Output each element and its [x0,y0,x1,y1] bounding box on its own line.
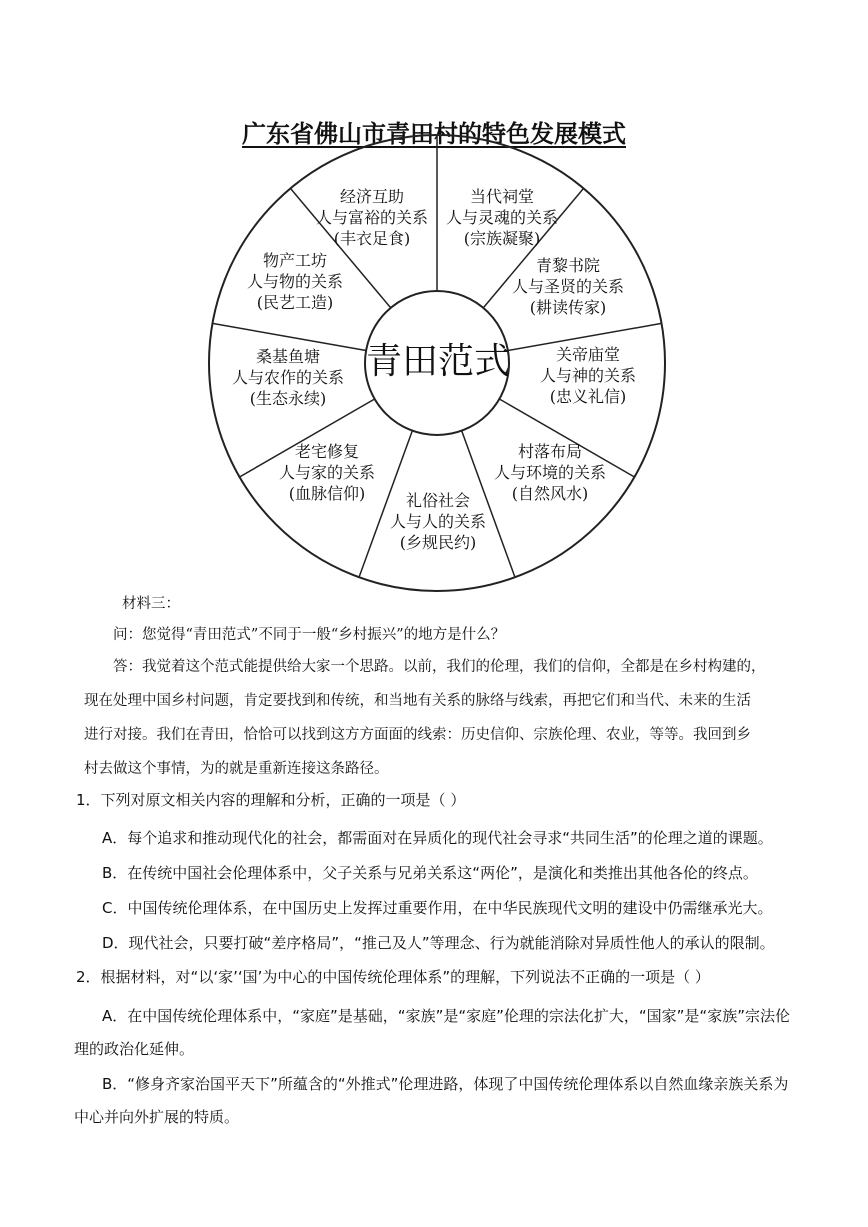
material-answer [84,654,796,783]
segment-customs-society: 礼俗社会 人与人的关系 (乡规民约) [389,491,486,552]
question-2-option-b[interactable] [74,1068,802,1134]
option-line: B．“修身齐家治国平天下”所蕴含的“外推式”伦理进路，体现了中国传统伦理体系以自然血缘亲族关系为 [102,1075,789,1093]
answer-line: 村去做这个事情，为的就是重新连接这条路径。 [84,761,389,777]
segment-workshop: 物产工坊 人与物的关系 (民艺工造) [246,251,343,312]
option-line: 中心并向外扩展的特质。 [74,1108,240,1126]
material-question: 问：您觉得“青田范式”不同于一般“乡村振兴”的地方是什么？ [113,627,506,643]
material-label: 材料三： [122,596,180,612]
segment-academy: 青黎书院 人与圣贤的关系 (耕读传家) [511,256,624,317]
option-line: 理的政治化延伸。 [74,1040,195,1058]
question-1-stem: 1．下列对原文相关内容的理解和分析，正确的一项是（ ） [76,791,466,809]
question-1-option-a[interactable]: A．每个追求和推动现代化的社会，都需面对在异质化的现代社会寻求“共同生活”的伦理之道的课题。 [102,829,773,847]
question-1-option-b[interactable]: B．在传统中国社会伦理体系中，父子关系与兄弟关系这“两伦”，是演化和类推出其他各伦的终点。 [102,864,758,882]
segment-house-restoration: 老宅修复 人与家的关系 (血脉信仰) [278,442,375,503]
page-title: 广东省佛山市青田村的特色发展模式 [242,119,626,148]
question-2-option-a[interactable] [74,1000,802,1066]
answer-line: 现在处理中国乡村问题，肯定要找到和传统，和当地有关系的脉络与线索，再把它们和当代、未来的生活 [84,693,751,709]
answer-line: 答：我觉着这个范式能提供给大家一个思路。以前，我们的伦理，我们的信仰，全都是在乡村构建的， [113,659,766,675]
segment-ancestral-hall: 当代祠堂 人与灵魂的关系 (宗族凝聚) [445,187,558,248]
center-label: 青田范式 [365,341,510,382]
segment-fish-pond: 桑基鱼塘 人与农作的关系 (生态永续) [231,347,344,408]
option-line: A．在中国传统伦理体系中，“家庭”是基础，“家族”是“家庭”伦理的宗法化扩大，“国家”是“家族”宗法伦 [102,1007,790,1025]
question-1-option-d[interactable]: D．现代社会，只要打破“差序格局”，“推己及人”等理念、行为就能消除对异质性他人的承认的限制。 [102,934,775,952]
segment-village-layout: 村落布局 人与环境的关系 (自然风水) [493,442,606,503]
segment-guandi-temple: 关帝庙堂 人与神的关系 (忠义礼信) [539,345,636,406]
answer-line: 进行对接。我们在青田，恰恰可以找到这方方面面的线索：历史信仰、宗族伦理、农业，等等。我回到乡 [84,727,751,743]
segment-economic-aid: 经济互助 人与富裕的关系 (丰衣足食) [315,187,428,248]
question-1-option-c[interactable]: C．中国传统伦理体系，在中国历史上发挥过重要作用，在中华民族现代文明的建设中仍需继承光大。 [102,899,773,917]
question-2-stem: 2．根据材料，对“以‘家’‘国’为中心的中国传统伦理体系”的理解，下列说法不正确的一项是（ ） [76,968,710,986]
